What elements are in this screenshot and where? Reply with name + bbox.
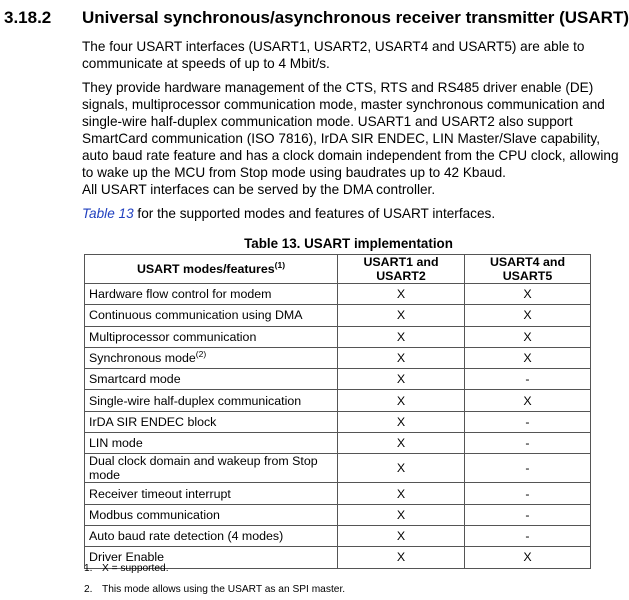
table-row (85, 347, 591, 368)
feature-cell (85, 454, 338, 483)
table-row (85, 504, 591, 525)
feature-label: Synchronous mode (89, 351, 196, 366)
feature-label: Driver Enable (89, 550, 165, 565)
footnote-ref: (2) (195, 348, 207, 359)
feature-cell (85, 411, 338, 432)
table-caption: Table 13. USART implementation (244, 236, 453, 251)
usart1-2-support: X (338, 525, 465, 546)
usart4-5-support: - (465, 369, 591, 390)
header-usart1-2: USART1 and USART2 (338, 255, 465, 284)
footnote-text: X = supported. (102, 563, 169, 574)
feature-label: LIN mode (89, 436, 143, 451)
usart4-5-support: X (465, 390, 591, 411)
feature-label: Modbus communication (89, 507, 220, 522)
table-row (85, 433, 591, 454)
usart1-2-support: X (338, 411, 465, 432)
footnote-text: This mode allows using the USART as an SPI master. (102, 584, 346, 595)
footnote-number: 1. (84, 563, 93, 574)
table-row (85, 454, 591, 483)
paragraph-table-ref (82, 205, 622, 222)
table-row (85, 369, 591, 390)
usart1-2-support: X (338, 433, 465, 454)
usart4-5-support: - (465, 504, 591, 525)
usart4-5-support: - (465, 454, 591, 483)
table-row (85, 305, 591, 326)
usart1-2-support: X (338, 483, 465, 504)
feature-cell (85, 326, 338, 347)
feature-label: IrDA SIR ENDEC block (89, 414, 217, 429)
section-number: 3.18.2 (4, 8, 52, 27)
table-row (85, 284, 591, 305)
usart4-5-support: - (465, 433, 591, 454)
header-features-label: USART modes/features (136, 262, 275, 276)
feature-label: Hardware flow control for modem (89, 287, 272, 302)
usart-implementation-table (84, 254, 591, 569)
table-row (85, 326, 591, 347)
table-row (85, 525, 591, 546)
usart1-2-support: X (338, 305, 465, 326)
footnote-1 (84, 563, 169, 574)
usart4-5-support: X (465, 347, 591, 368)
usart1-2-support: X (338, 504, 465, 525)
feature-cell (85, 305, 338, 326)
usart1-2-support: X (338, 454, 465, 483)
section-heading (0, 6, 629, 30)
table-row (85, 390, 591, 411)
table-row (85, 411, 591, 432)
paragraph-dma: All USART interfaces can be served by the DMA controller. (82, 182, 436, 197)
feature-cell (85, 433, 338, 454)
feature-label: Auto baud rate detection (4 modes) (89, 529, 284, 544)
usart4-5-support: X (465, 305, 591, 326)
table-header-row (85, 255, 591, 284)
feature-cell (85, 369, 338, 390)
table-body (85, 284, 591, 569)
paragraph-features: They provide hardware management of the CTS, RTS and RS485 driver enable (DE) signals, multiprocessor communication mode, master synchronous communication and single-wire half-duplex communication mode. USART1 and USART2 also support SmartCard communication (ISO 7816), IrDA SIR ENDEC, LIN Master/Slave capability, auto baud rate feature and has a clock domain independent from the CPU clock, allowing to wake up the MCU from Stop mode using baudrates up to 42 Kbaud. (82, 80, 619, 180)
usart1-2-support: X (338, 326, 465, 347)
table-13-link[interactable]: Table 13 (82, 206, 134, 221)
section-title: Universal synchronous/asynchronous receiver transmitter (USART) (82, 8, 629, 27)
feature-label: Smartcard mode (89, 372, 181, 387)
feature-label: Receiver timeout interrupt (89, 486, 231, 501)
feature-cell (85, 347, 338, 368)
usart4-5-support: X (465, 326, 591, 347)
header-features (85, 255, 338, 284)
usart4-5-support: - (465, 525, 591, 546)
footnote-number: 2. (84, 584, 93, 595)
feature-cell (85, 390, 338, 411)
usart4-5-support: - (465, 483, 591, 504)
feature-cell (85, 483, 338, 504)
feature-cell (85, 525, 338, 546)
footnote-2 (84, 584, 345, 595)
paragraph-intro: The four USART interfaces (USART1, USART2, USART4 and USART5) are able to communicate at speeds of up to 4 Mbit/s. (82, 39, 585, 71)
usart4-5-support: X (465, 547, 591, 568)
feature-label: Multiprocessor communication (89, 329, 257, 344)
usart1-2-support: X (338, 284, 465, 305)
usart1-2-support: X (338, 347, 465, 368)
header-usart4-5: USART4 and USART5 (465, 255, 591, 284)
table-ref-text: for the supported modes and features of USART interfaces. (133, 206, 496, 221)
feature-cell (85, 504, 338, 525)
footnote-ref: (1) (274, 259, 286, 270)
feature-label: Continuous communication using DMA (89, 308, 303, 323)
feature-label: Dual clock domain and wakeup from Stop mode (89, 454, 318, 483)
usart4-5-support: X (465, 284, 591, 305)
usart4-5-support: - (465, 411, 591, 432)
feature-cell (85, 284, 338, 305)
usart1-2-support: X (338, 390, 465, 411)
usart1-2-support: X (338, 547, 465, 568)
table-row (85, 483, 591, 504)
feature-label: Single-wire half-duplex communication (89, 393, 302, 408)
usart1-2-support: X (338, 369, 465, 390)
